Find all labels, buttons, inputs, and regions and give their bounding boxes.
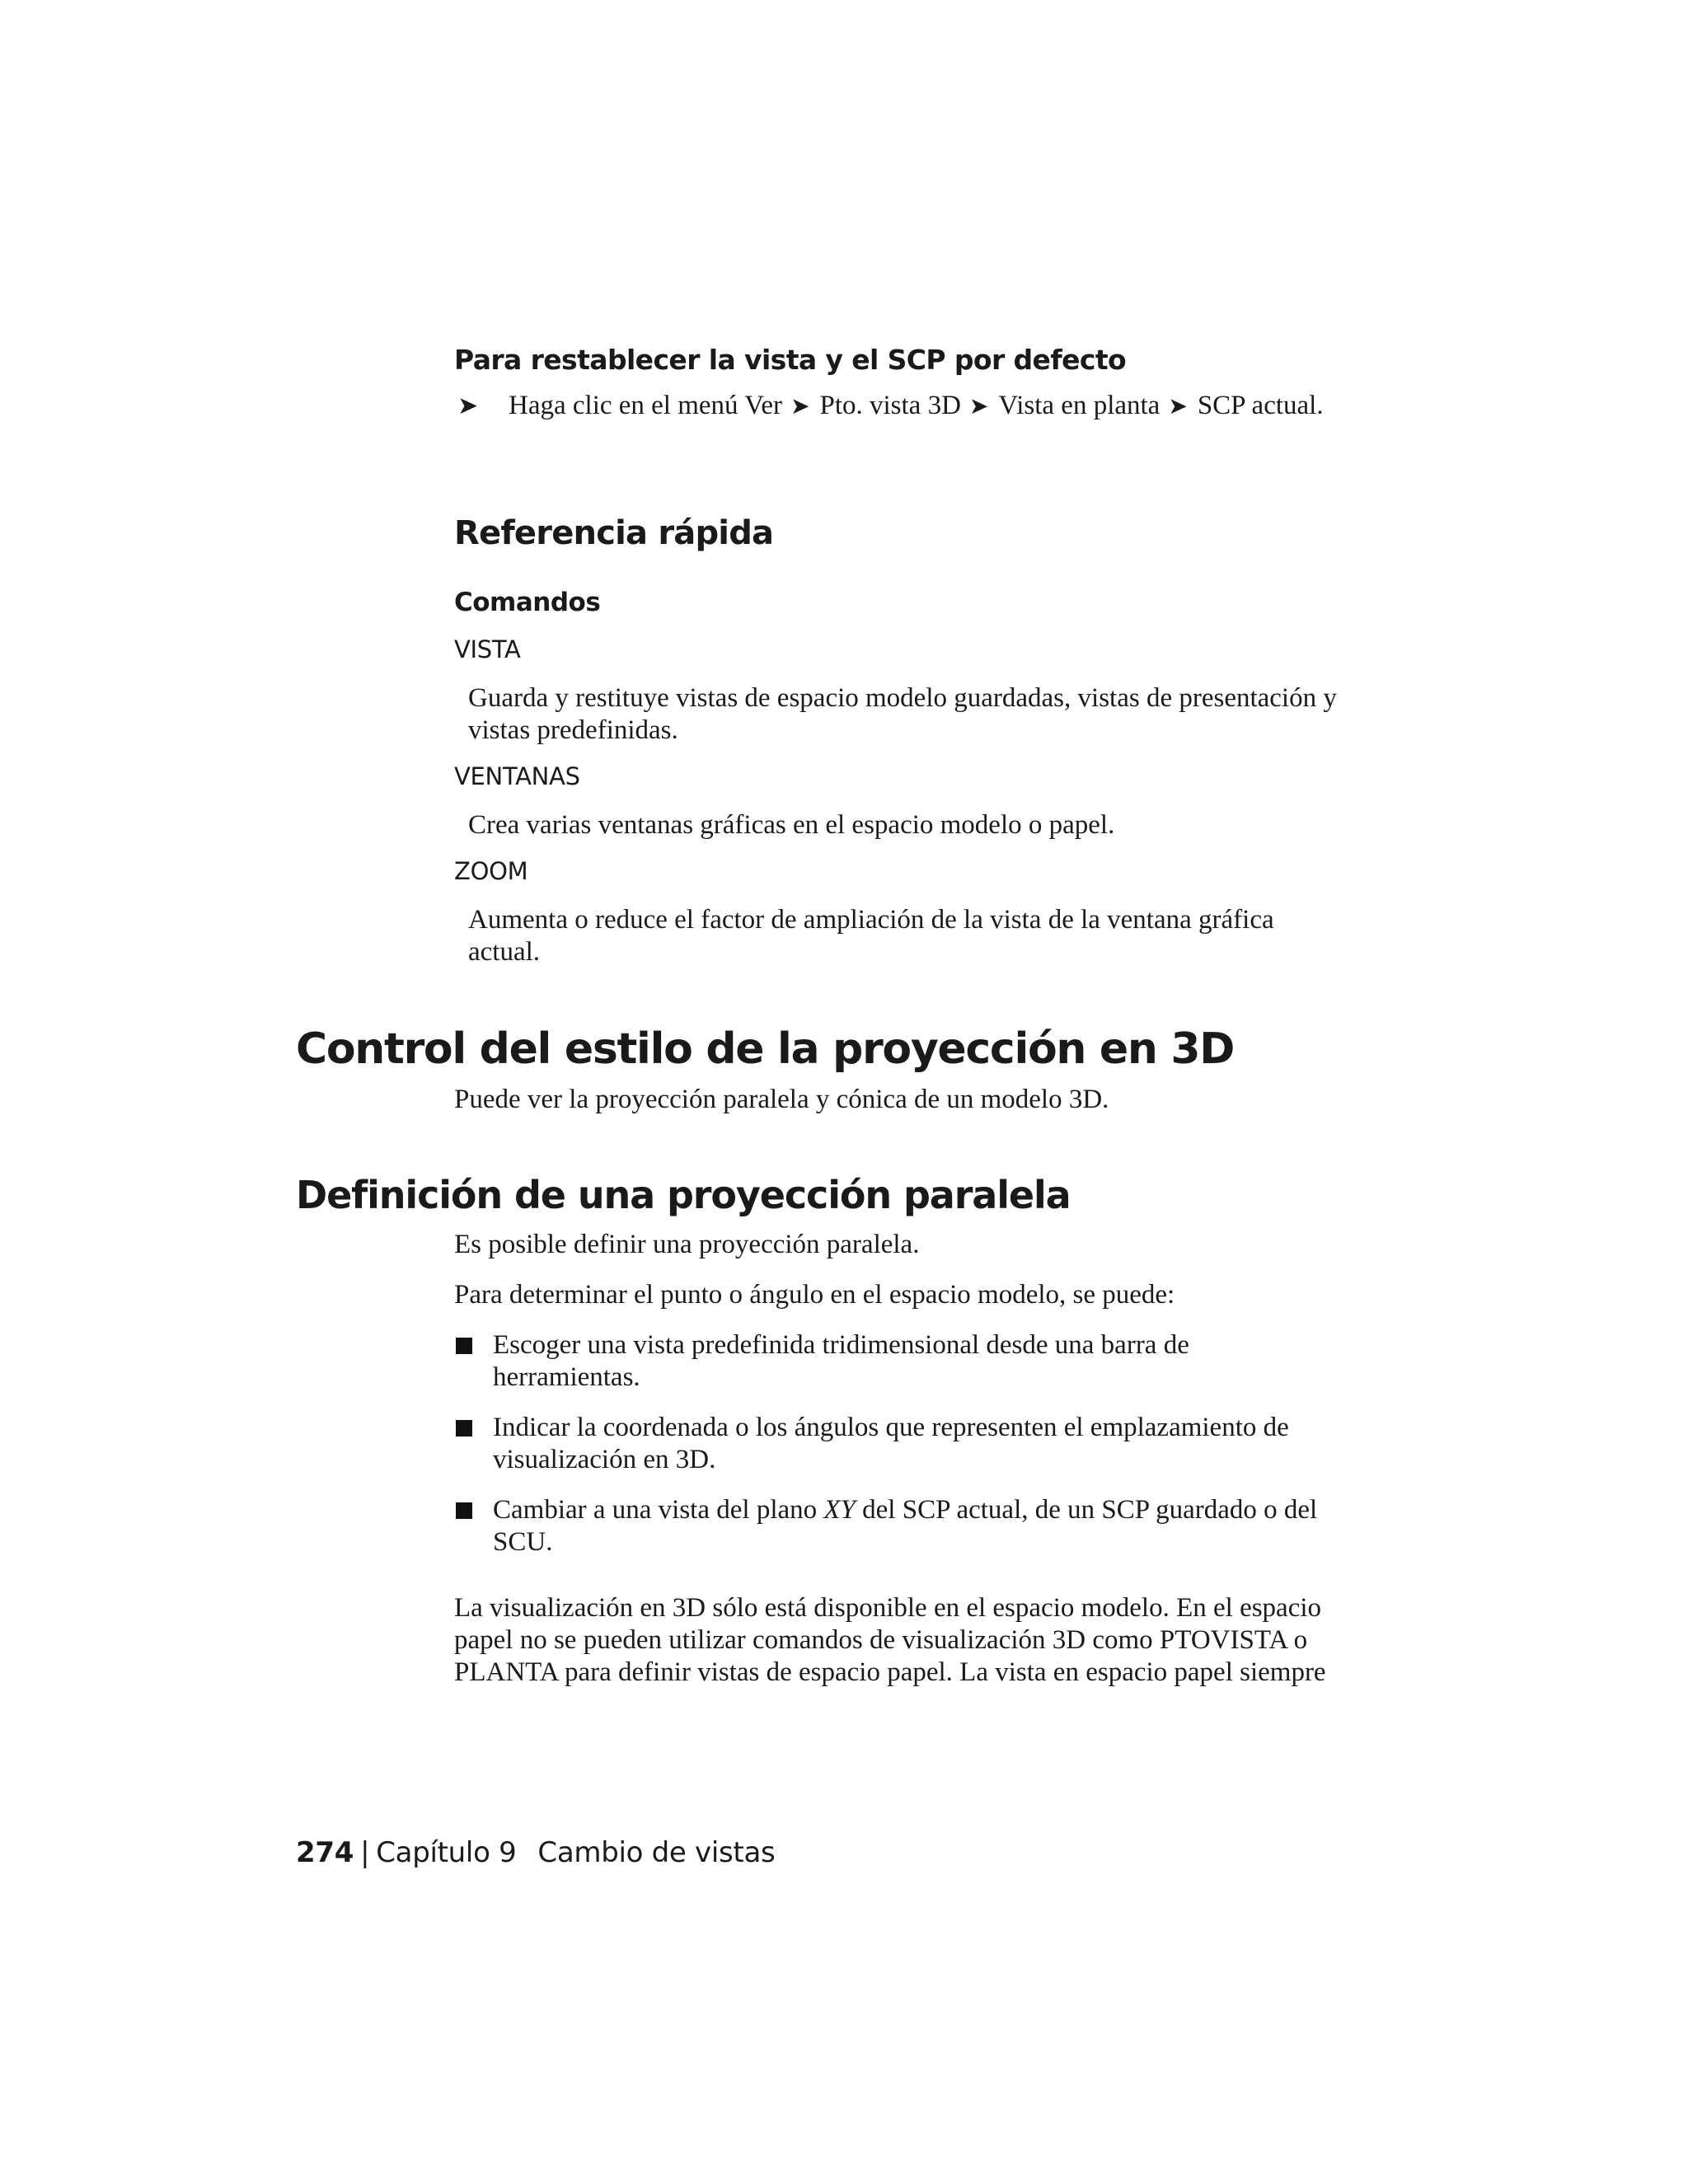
page-number: 274 [296, 1836, 354, 1869]
commands-heading: Comandos [454, 588, 601, 617]
arrow-separator-icon: ➤ [1168, 394, 1188, 419]
procedure-step-text [509, 390, 1328, 423]
command-description: Crea varias ventanas gráficas en el espacio modelo o papel. [468, 810, 1115, 840]
quick-reference-heading: Referencia rápida [454, 514, 774, 552]
paragraph: Para determinar el punto o ángulo en el espacio modelo, se puede: [454, 1280, 1175, 1310]
list-item-text-part: Cambiar a una vista del plano [493, 1495, 824, 1525]
paragraph: Es posible definir una proyección paralela. [454, 1230, 920, 1259]
paragraph: La visualización en 3D sólo está disponible en el espacio modelo. En el espacio papel no se pueden utilizar comandos de visualización 3D como PTOVISTA o PLANTA para definir vistas de espacio papel. La vista en espacio papel siempre [454, 1593, 1326, 1687]
step-part: Haga clic en el menú Ver [509, 391, 782, 420]
command-name: ZOOM [454, 857, 528, 885]
step-part: SCP actual. [1197, 391, 1324, 420]
arrow-separator-icon: ➤ [790, 394, 810, 419]
step-part: Pto. vista 3D [819, 391, 961, 420]
command-name: VENTANAS [454, 762, 580, 790]
subsection-heading: Definición de una proyección paralela [296, 1173, 1071, 1217]
square-bullet-icon [456, 1338, 472, 1354]
section-intro: Puede ver la proyección paralela y cónica de un modelo 3D. [454, 1085, 1109, 1114]
square-bullet-icon [456, 1420, 472, 1436]
chapter-label: Capítulo 9 [376, 1836, 517, 1869]
arrow-bullet-icon: ➤ [457, 392, 479, 419]
footer-separator: | [360, 1836, 370, 1869]
list-item-text: Indicar la coordenada o los ángulos que representen el emplazamiento de visualización en 3D. [493, 1413, 1289, 1474]
arrow-separator-icon: ➤ [968, 394, 989, 419]
section-heading: Control del estilo de la proyección en 3D [296, 1024, 1235, 1074]
procedure-title: Para restablecer la vista y el SCP por defecto [454, 344, 1127, 376]
command-description: Aumenta o reduce el factor de ampliación de la vista de la ventana gráfica actual. [468, 905, 1274, 967]
chapter-title: Cambio de vistas [537, 1836, 776, 1869]
command-description: Guarda y restituye vistas de espacio modelo guardadas, vistas de presentación y vistas predefinidas. [468, 683, 1337, 745]
list-item-text: Escoger una vista predefinida tridimensional desde una barra de herramientas. [493, 1330, 1189, 1392]
list-item [454, 1329, 1336, 1394]
list-item [454, 1494, 1336, 1558]
step-part: Vista en planta [998, 391, 1160, 420]
italic-term: XY [823, 1495, 856, 1525]
square-bullet-icon [456, 1502, 472, 1519]
list-item [454, 1412, 1336, 1476]
procedure-step [454, 390, 1328, 423]
command-name: VISTA [454, 635, 521, 663]
list-item-text [493, 1494, 1336, 1558]
page-footer [296, 1836, 775, 1869]
list-item-text-part: del SCP actual, de un SCP guardado o del SCU. [493, 1495, 1318, 1557]
